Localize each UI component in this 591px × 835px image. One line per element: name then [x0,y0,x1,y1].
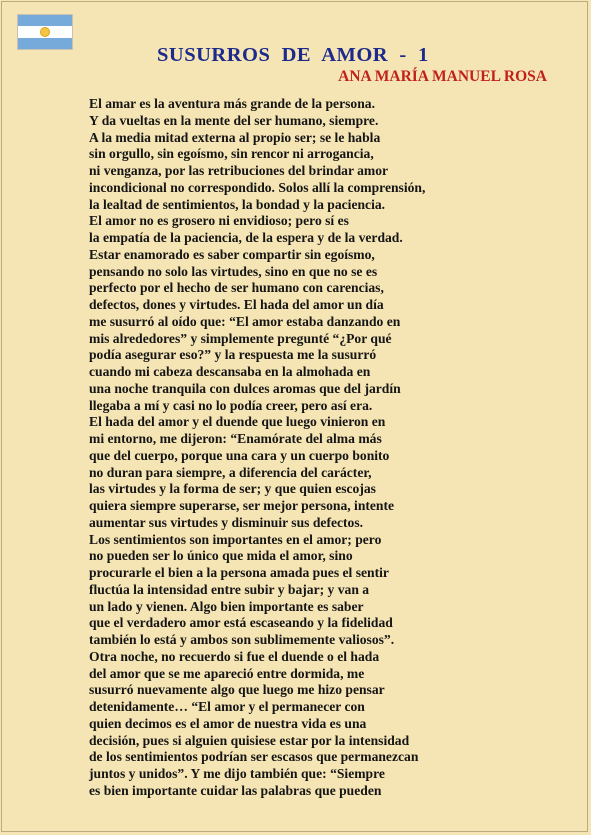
poem-line: quien decimos es el amor de nuestra vida es una [89,715,367,731]
poem-line: podía asegurar eso?” y la respuesta me la susurró [89,347,377,363]
poem-line: del amor que se me apareció entre dormida, me [89,665,365,681]
poem-line: no duran para siempre, a diferencia del carácter, [89,464,372,480]
author-name: ANA MARÍA MANUEL ROSA [338,68,547,85]
poem-line: decisión, pues si alguien quisiese estar por la intensidad [89,732,410,748]
poem-line: también lo está y ambos son sublimemente valiosos”. [89,632,395,647]
poem-line: Estar enamorado es saber compartir sin egoísmo, [89,246,375,262]
poem-line: llegaba a mí y casi no lo podía creer, pero así era. [89,397,373,413]
poem-line: Otra noche, no recuerdo si fue el duende o el hada [89,648,380,664]
poem-line: Y da vueltas en la mente del ser humano, siempre. [89,112,379,128]
poem-line: A la media mitad externa al propio ser; se le habla [89,129,381,145]
poem-line: de los sentimientos podrían ser escasos que permanezcan [89,749,419,765]
poem-line: me susurró al oído que: “El amor estaba danzando en [89,313,401,329]
poem-line: es bien importante cuidar las palabras que pueden [89,782,382,798]
poem-line: ni venganza, por las retribuciones del brindar amor [89,163,389,178]
poem-line: perfecto por el hecho de ser humano con carencias, [89,280,384,296]
poem-line: que del cuerpo, porque una cara y un cuerpo bonito [89,447,390,463]
poem-line: la lealtad de sentimientos, la bondad y la paciencia. [89,196,386,212]
page-title: SUSURROS DE AMOR - 1 [157,44,429,66]
poem-line: que el verdadero amor está escaseando y la fidelidad [89,615,393,631]
poem-line: Los sentimientos son importantes en el amor; pero [89,531,382,547]
poem-line: detenidamente… “El amor y el permanecer con [89,699,365,714]
poem-line: El amor no es grosero ni envidioso; pero sí es [89,213,349,229]
poem-line: El amar es la aventura más grande de la persona. [89,96,375,111]
poem-line: aumentar sus virtudes y disminuir sus defectos. [89,514,364,530]
poem-line: las virtudes y la forma de ser; y que quien escojas [89,481,376,497]
poem-line: defectos, dones y virtudes. El hada del amor un día [89,297,384,312]
poem-line: mis alrededores” y simplemente pregunté “¿Por qué [89,330,392,346]
poem-line: incondicional no correspondido. Solos allí la comprensión, [89,179,426,195]
poem-line: cuando mi cabeza descansaba en la almohada en [89,364,371,379]
argentina-flag-icon [17,14,73,50]
poem-line: El hada del amor y el duende que luego vinieron en [89,414,386,430]
poem-line: mi entorno, me dijeron: “Enamórate del alma más [89,431,382,446]
poem-line: una noche tranquila con dulces aromas que del jardín [89,380,401,396]
poem-line: no pueden ser lo único que mida el amor, sino [89,548,353,564]
poem-line: juntos y unidos”. Y me dijo también que: “Siempre [89,766,385,781]
sun-of-may-icon [41,28,49,36]
poem-line: quiera siempre superarse, ser mejor persona, intente [89,498,395,513]
poem-line: pensando no solo las virtudes, sino en que no se es [89,263,378,279]
poem-line: procurarle el bien a la persona amada pues el sentir [89,565,389,580]
poem-line: sin orgullo, sin egoísmo, sin rencor ni arrogancia, [89,146,374,162]
poem-line: la empatía de la paciencia, de la espera y de la verdad. [89,230,403,245]
poem-line: fluctúa la intensidad entre subir y bajar; y van a [89,581,370,597]
poem-text [89,96,519,800]
poem-line: susurró nuevamente algo que luego me hizo pensar [89,682,385,698]
poem-line: un lado y vienen. Algo bien importante es saber [89,598,364,614]
